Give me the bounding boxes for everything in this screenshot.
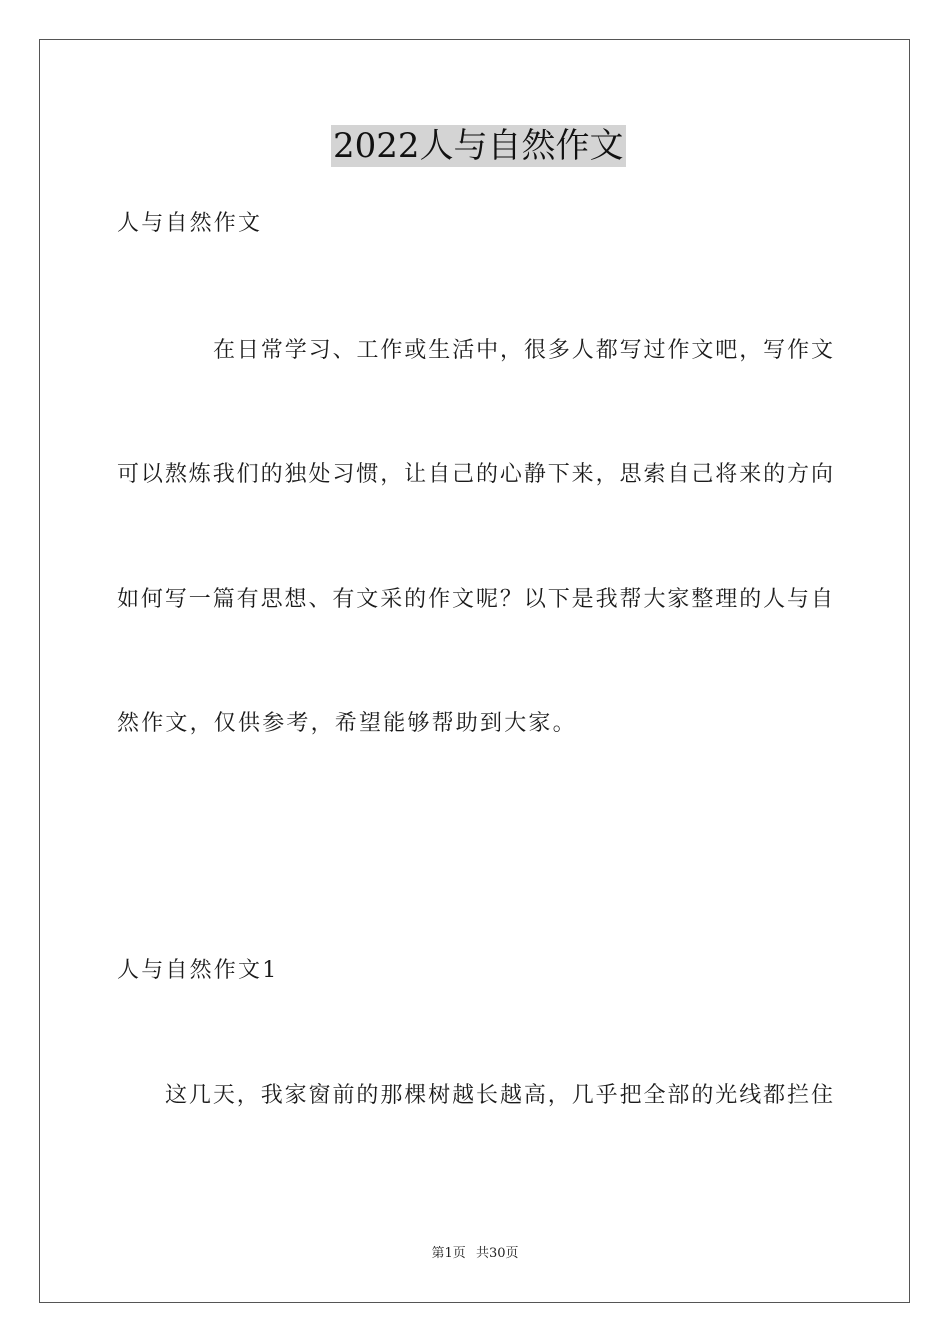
intro-line-2: 可以熬炼我们的独处习惯，让自己的心静下来，思索自己将来的方向: [117, 462, 833, 487]
document-subtitle: 人与自然作文: [117, 211, 263, 236]
intro-line-3: 如何写一篇有思想、有文采的作文呢？以下是我帮大家整理的人与自: [117, 587, 833, 612]
page-total: 共30页: [475, 1246, 519, 1261]
document-title: 2022人与自然作文: [333, 126, 624, 166]
intro-line-4: 然作文，仅供参考，希望能够帮助到大家。: [117, 711, 577, 736]
page-number: 第1页: [431, 1246, 466, 1261]
intro-line-1: 在日常学习、工作或生活中，很多人都写过作文吧，写作文: [213, 338, 833, 363]
section-heading: 人与自然作文1: [117, 958, 279, 983]
page-footer: [0, 1245, 950, 1263]
body-line-1: 这几天，我家窗前的那棵树越长越高，几乎把全部的光线都拦住: [165, 1083, 833, 1108]
